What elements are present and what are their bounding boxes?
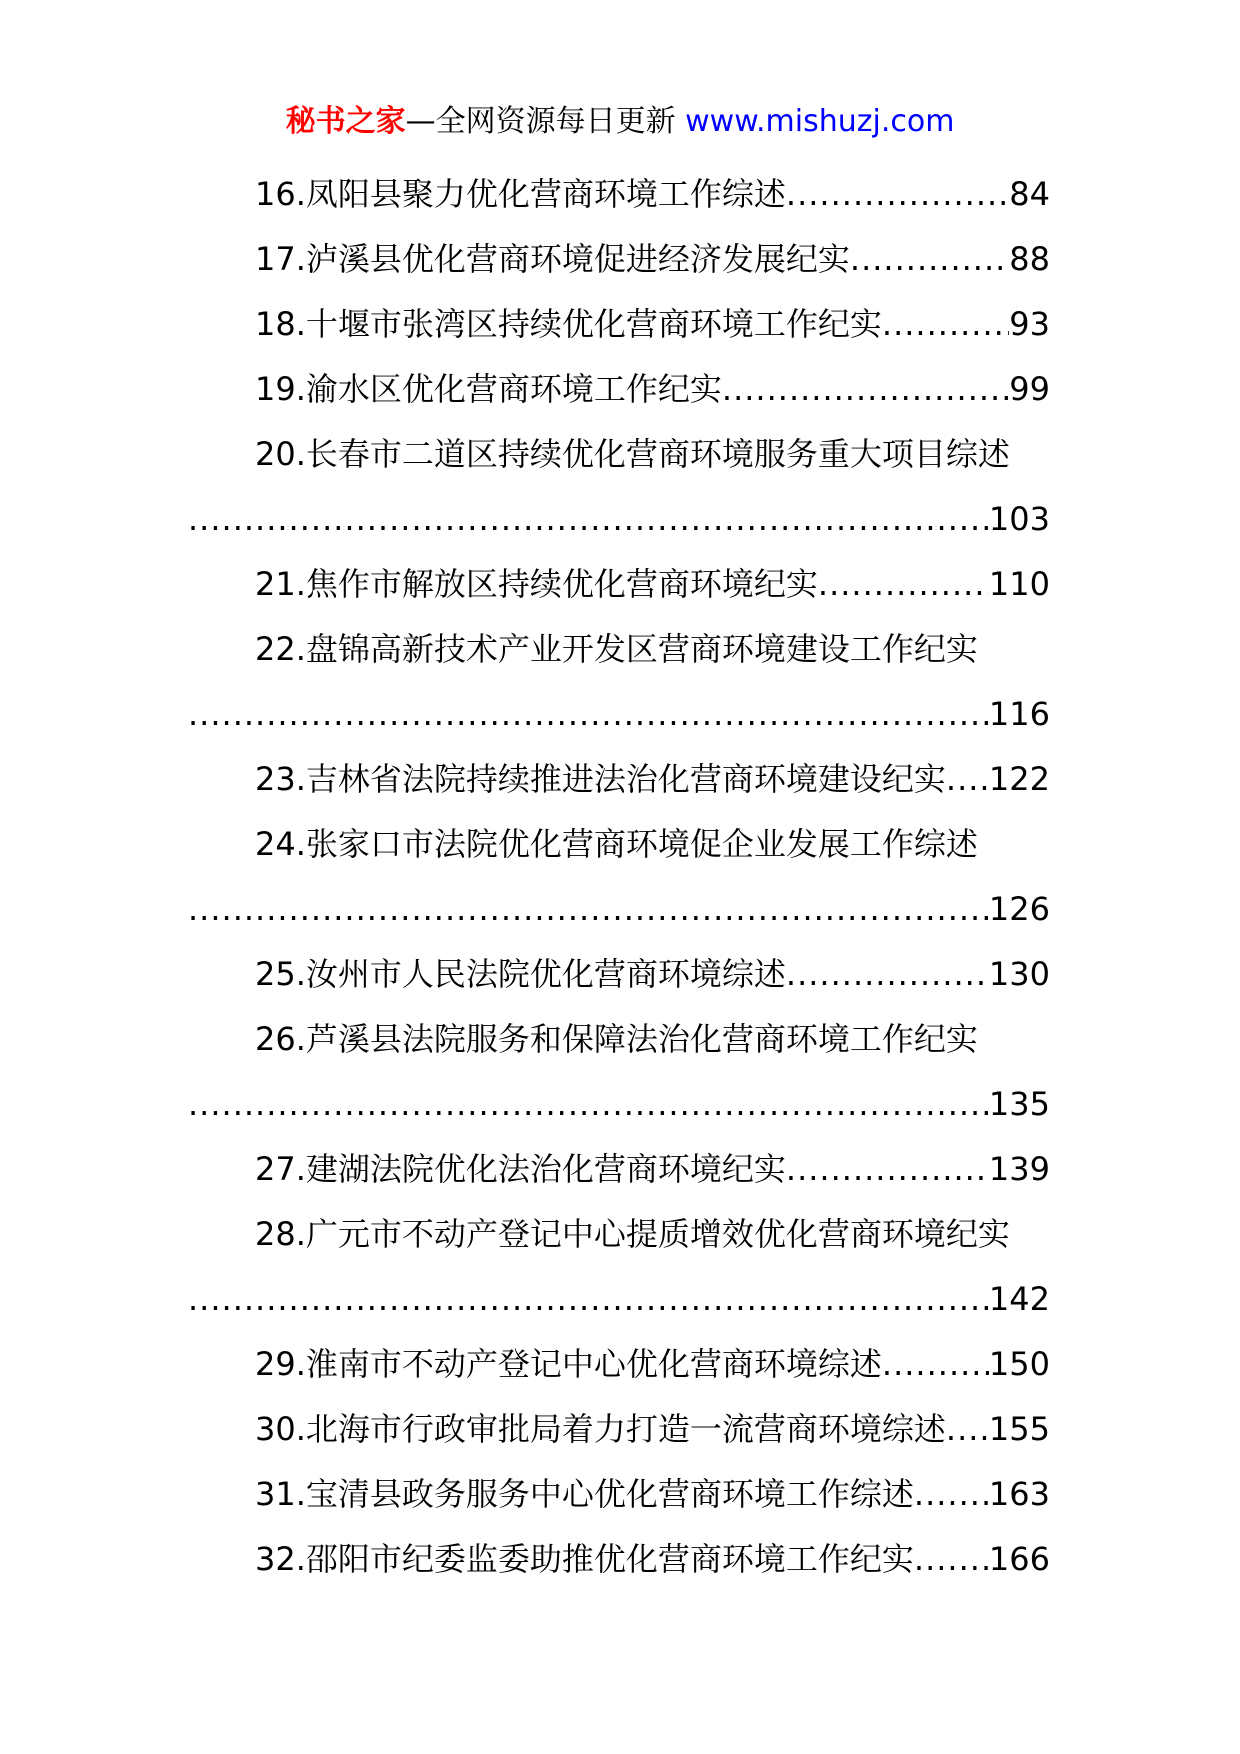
toc-entry-title: 32.邵阳市纪委监委助推优化营商环境工作纪实 — [255, 1540, 914, 1578]
toc-entry[interactable] — [188, 552, 1050, 617]
dot-leader — [946, 1397, 989, 1462]
dot-leader — [882, 292, 1009, 357]
dot-leader — [188, 877, 989, 942]
dot-leader — [850, 227, 1009, 292]
toc-entry[interactable] — [188, 747, 1050, 812]
toc-entry[interactable] — [188, 1332, 1050, 1397]
dot-leader — [188, 1267, 989, 1332]
toc-entry-title: 28.广元市不动产登记中心提质增效优化营商环境纪实 — [255, 1215, 1010, 1253]
toc-entry-page-number: 150 — [988, 1345, 1050, 1383]
toc-entry-page-number: 166 — [988, 1540, 1050, 1578]
toc-entry-title: 31.宝清县政务服务中心优化营商环境工作综述 — [255, 1475, 914, 1513]
dot-leader — [818, 552, 989, 617]
toc-entry[interactable] — [188, 942, 1050, 1007]
toc-entry[interactable] — [188, 357, 1050, 422]
toc-entry-page-number: 88 — [1009, 240, 1050, 278]
toc-entry[interactable] — [188, 617, 1050, 747]
toc-entry-page-number: 135 — [988, 1085, 1050, 1123]
toc-entry-page-number: 163 — [988, 1475, 1050, 1513]
toc-entry-title: 22.盘锦高新技术产业开发区营商环境建设工作纪实 — [255, 630, 978, 668]
toc-entry-page-number: 84 — [1009, 175, 1050, 213]
dot-leader — [188, 487, 989, 552]
page-header — [0, 102, 1240, 142]
toc-entry-page-number: 110 — [988, 565, 1050, 603]
toc-entry-title: 24.张家口市法院优化营商环境促企业发展工作综述 — [255, 825, 978, 863]
toc-entry[interactable] — [188, 1397, 1050, 1462]
toc-entry-title: 16.凤阳县聚力优化营商环境工作综述 — [255, 175, 786, 213]
toc-entry-page-number: 122 — [988, 760, 1050, 798]
toc-entry-page-number: 155 — [988, 1410, 1050, 1448]
toc-entry-title: 17.泸溪县优化营商环境促进经济发展纪实 — [255, 240, 850, 278]
toc-entry[interactable] — [188, 1202, 1050, 1332]
toc-entry-title: 25.汝州市人民法院优化营商环境综述 — [255, 955, 786, 993]
toc-entry[interactable] — [188, 1007, 1050, 1137]
toc-entry-page-number: 99 — [1009, 370, 1050, 408]
dot-leader — [946, 747, 989, 812]
dot-leader — [188, 1072, 989, 1137]
dot-leader — [914, 1462, 989, 1527]
toc-entry[interactable] — [188, 422, 1050, 552]
table-of-contents — [188, 162, 1050, 1592]
toc-entry-page-number: 126 — [988, 890, 1050, 928]
toc-entry-title: 20.长春市二道区持续优化营商环境服务重大项目综述 — [255, 435, 1010, 473]
dot-leader — [882, 1332, 989, 1397]
brand-name: 秘书之家 — [285, 104, 406, 139]
header-tagline: —全网资源每日更新 — [405, 104, 686, 139]
dot-leader — [914, 1527, 989, 1592]
toc-entry[interactable] — [188, 1137, 1050, 1202]
toc-entry-title: 21.焦作市解放区持续优化营商环境纪实 — [255, 565, 818, 603]
toc-entry-title: 23.吉林省法院持续推进法治化营商环境建设纪实 — [255, 760, 946, 798]
dot-leader — [786, 942, 989, 1007]
toc-entry-title: 27.建湖法院优化法治化营商环境纪实 — [255, 1150, 786, 1188]
toc-entry[interactable] — [188, 812, 1050, 942]
dot-leader — [786, 1137, 989, 1202]
toc-entry-page-number: 142 — [988, 1280, 1050, 1318]
dot-leader — [188, 682, 989, 747]
dot-leader — [722, 357, 1009, 422]
toc-entry-title: 29.淮南市不动产登记中心优化营商环境综述 — [255, 1345, 882, 1383]
site-link[interactable]: www.mishuzj.com — [685, 104, 955, 139]
toc-entry[interactable] — [188, 162, 1050, 227]
toc-entry[interactable] — [188, 292, 1050, 357]
toc-entry-page-number: 103 — [988, 500, 1050, 538]
toc-entry-page-number: 139 — [988, 1150, 1050, 1188]
toc-entry-page-number: 116 — [988, 695, 1050, 733]
toc-entry-title: 26.芦溪县法院服务和保障法治化营商环境工作纪实 — [255, 1020, 978, 1058]
toc-entry-title: 30.北海市行政审批局着力打造一流营商环境综述 — [255, 1410, 946, 1448]
toc-entry[interactable] — [188, 227, 1050, 292]
toc-entry-title: 18.十堰市张湾区持续优化营商环境工作纪实 — [255, 305, 882, 343]
toc-entry-page-number: 93 — [1009, 305, 1050, 343]
toc-entry-title: 19.渝水区优化营商环境工作纪实 — [255, 370, 722, 408]
toc-entry-page-number: 130 — [988, 955, 1050, 993]
toc-entry[interactable] — [188, 1462, 1050, 1527]
dot-leader — [786, 162, 1009, 227]
toc-entry[interactable] — [188, 1527, 1050, 1592]
